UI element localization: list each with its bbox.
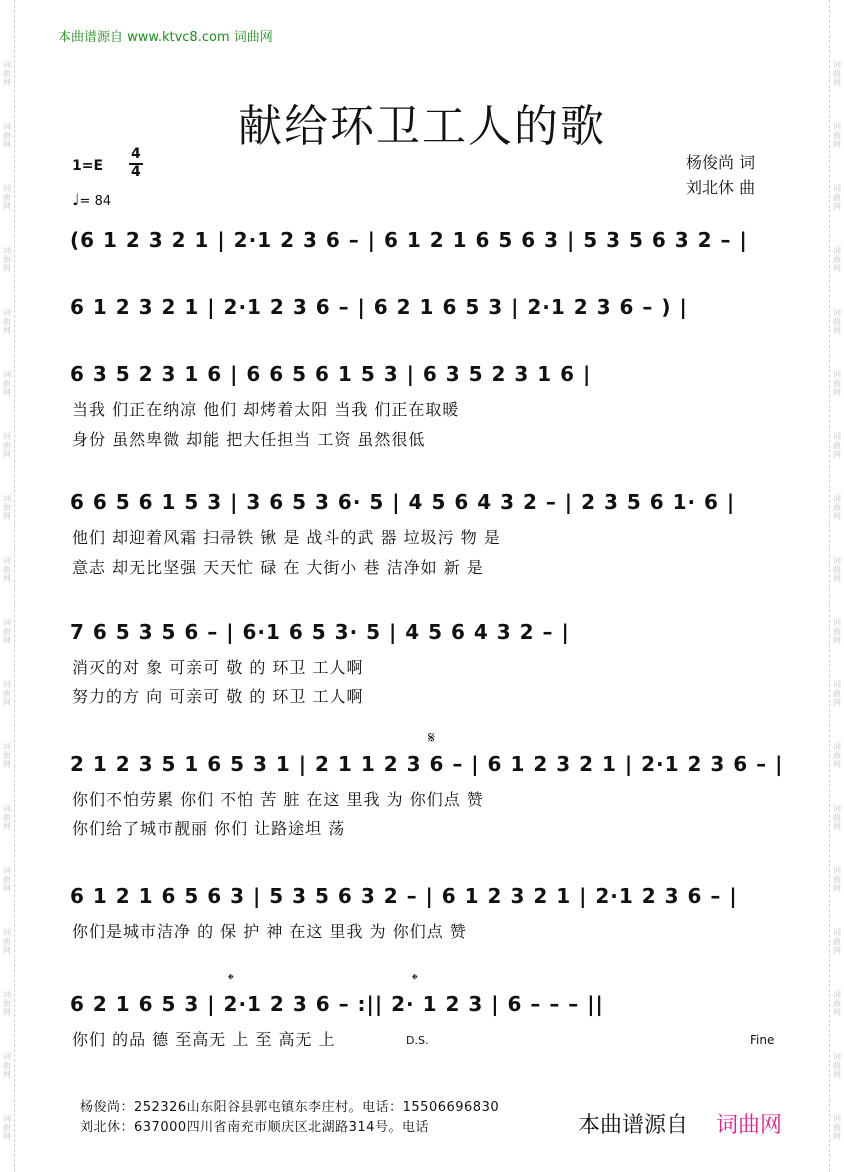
side-watermark-mark: 词 曲 网 [3, 928, 11, 955]
system-5-lyrics-verse2: 努力的方 向 可亲可 敬 的 环卫 工人啊 [72, 687, 364, 706]
side-watermark-mark: 词 曲 网 [833, 680, 841, 707]
side-watermark-mark: 词 曲 网 [3, 990, 11, 1017]
side-watermark-mark: 词 曲 网 [3, 308, 11, 335]
side-watermark-mark: 词 曲 网 [833, 866, 841, 893]
time-signature-bottom: 4 [131, 164, 141, 180]
side-watermark-mark: 词 曲 网 [833, 370, 841, 397]
source-header: 本曲谱源自 www.ktvc8.com 词曲网 [58, 30, 273, 45]
fine-marking: Fine [750, 1033, 775, 1047]
side-watermark-mark: 词 曲 网 [833, 432, 841, 459]
composer-credit: 刘北休 曲 [686, 178, 756, 197]
quarter-note-icon: ♩ [72, 190, 80, 209]
segno-icon: 𝄋 [428, 728, 435, 747]
system-5-notes: 7 6 5 3 5 6 – | 6·1 6 5 3· 5 | 4 5 6 4 3 2 – | [70, 620, 570, 644]
side-watermark-mark: 词 曲 网 [833, 184, 841, 211]
coda-icon-2: 𝄌 [412, 970, 418, 989]
side-watermark-mark: 词 曲 网 [833, 60, 841, 87]
system-7-lyrics-verse1: 你们是城市洁净 的 保 护 神 在这 里我 为 你们点 赞 [72, 922, 467, 941]
system-6-lyrics-verse1: 你们不怕劳累 你们 不怕 苦 脏 在这 里我 为 你们点 赞 [72, 790, 484, 809]
side-watermark-mark: 词 曲 网 [3, 60, 11, 87]
system-6-lyrics-verse2: 你们给了城市靓丽 你们 让路途坦 荡 [72, 819, 346, 838]
lyricist-credit: 杨俊尚 词 [686, 153, 756, 172]
side-watermark-mark: 词 曲 网 [3, 866, 11, 893]
side-watermark-mark: 词 曲 网 [3, 556, 11, 583]
system-2-notes: 6 1 2 3 2 1 | 2·1 2 3 6 – | 6 2 1 6 5 3 | 2·1 2 3 6 – ) | [70, 295, 688, 319]
coda-icon-1: 𝄌 [228, 970, 234, 989]
side-watermark-mark: 词 曲 网 [833, 1052, 841, 1079]
side-watermark-mark: 词 曲 网 [833, 556, 841, 583]
system-3-lyrics-verse1: 当我 们正在纳凉 他们 却烤着太阳 当我 们正在取暖 [72, 400, 460, 419]
key-signature: 1=E [72, 158, 104, 174]
footer-lyricist-address: 杨俊尚：252326山东阳谷县郭屯镇东李庄村。电话：15506696830 [80, 1100, 500, 1115]
side-watermark-mark: 词 曲 网 [833, 1114, 841, 1141]
time-signature-top: 4 [131, 146, 141, 162]
system-1-notes: (6 1 2 3 2 1 | 2·1 2 3 6 – | 6 1 2 1 6 5 6 3 | 5 3 5 6 3 2 – | [70, 228, 748, 252]
footer-composer-address: 刘北休：637000四川省南充市顺庆区北湖路314号。电话 [80, 1120, 429, 1135]
system-4-lyrics-verse2: 意志 却无比坚强 天天忙 碌 在 大街小 巷 洁净如 新 是 [72, 558, 484, 577]
side-watermark-mark: 词 曲 网 [833, 804, 841, 831]
side-watermark-mark: 词 曲 网 [3, 1052, 11, 1079]
side-watermark-mark: 词 曲 网 [833, 122, 841, 149]
side-watermark-mark: 词 曲 网 [3, 1114, 11, 1141]
system-4-lyrics-verse1: 他们 却迎着风霜 扫帚铁 锹 是 战斗的武 器 垃圾污 物 是 [72, 528, 501, 547]
system-3-lyrics-verse2: 身份 虽然卑微 却能 把大任担当 工资 虽然很低 [72, 430, 426, 449]
side-watermark-mark: 词 曲 网 [3, 432, 11, 459]
side-watermark-mark: 词 曲 网 [833, 928, 841, 955]
song-title: 献给环卫工人的歌 [238, 101, 606, 152]
side-watermark-mark: 词 曲 网 [3, 184, 11, 211]
side-watermark-mark: 词 曲 网 [3, 618, 11, 645]
system-4-notes: 6 6 5 6 1 5 3 | 3 6 5 3 6· 5 | 4 5 6 4 3 2 – | 2 3 5 6 1· 6 | [70, 490, 736, 514]
system-8-notes: 6 2 1 6 5 3 | 2·1 2 3 6 – :|| 2· 1 2 3 | 6 – – – || [70, 992, 604, 1016]
side-watermark-mark: 词 曲 网 [833, 308, 841, 335]
side-watermark-mark: 词 曲 网 [833, 494, 841, 521]
side-watermark-mark: 词 曲 网 [3, 246, 11, 273]
system-3-notes: 6 3 5 2 3 1 6 | 6 6 5 6 1 5 3 | 6 3 5 2 3 1 6 | [70, 362, 592, 386]
side-watermark-mark: 词 曲 网 [3, 494, 11, 521]
side-watermark-mark: 词 曲 网 [3, 742, 11, 769]
system-8-lyrics-verse1: 你们 的品 德 至高无 上 至 高无 上 [72, 1030, 336, 1049]
brand-text: 本曲谱源自 [578, 1113, 689, 1138]
system-5-lyrics-verse1: 消灭的对 象 可亲可 敬 的 环卫 工人啊 [72, 658, 364, 677]
system-6-notes: 2 1 2 3 5 1 6 5 3 1 | 2 1 1 2 3 6 – | 6 1 2 3 2 1 | 2·1 2 3 6 – | [70, 752, 784, 776]
side-watermark-mark: 词 曲 网 [3, 370, 11, 397]
side-watermark-mark: 词 曲 网 [833, 742, 841, 769]
tempo-value: = 84 [79, 194, 112, 209]
ds-marking: D.S. [406, 1034, 429, 1047]
side-watermark-mark: 词 曲 网 [833, 990, 841, 1017]
system-7-notes: 6 1 2 1 6 5 6 3 | 5 3 5 6 3 2 – | 6 1 2 3 2 1 | 2·1 2 3 6 – | [70, 884, 738, 908]
side-watermark-mark: 词 曲 网 [3, 804, 11, 831]
brand-site-name: 词曲网 [716, 1113, 783, 1138]
side-watermark-mark: 词 曲 网 [833, 246, 841, 273]
side-watermark-mark: 词 曲 网 [3, 680, 11, 707]
side-watermark-mark: 词 曲 网 [833, 618, 841, 645]
side-watermark-mark: 词 曲 网 [3, 122, 11, 149]
